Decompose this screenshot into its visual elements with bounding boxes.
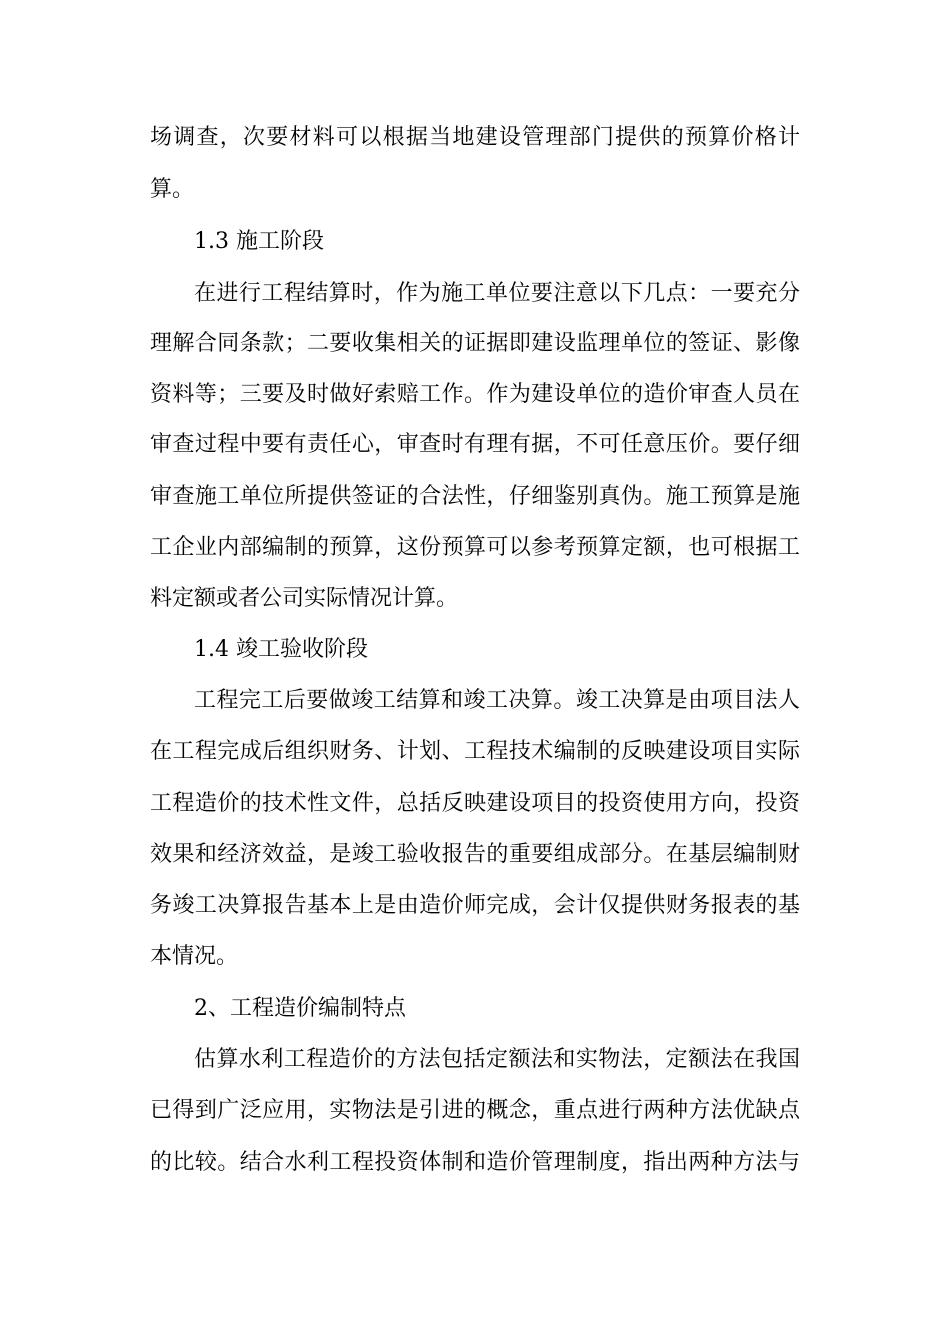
body-text-line: 算。 <box>150 177 195 202</box>
body-text-line: 务竣工决算报告基本上是由造价师完成，会计仅提供财务报表的基 <box>150 893 800 918</box>
body-text-line: 效果和经济效益，是竣工验收报告的重要组成部分。在基层编制财 <box>150 842 800 867</box>
section-heading-1-4: 1.4 竣工验收阶段 <box>194 637 368 662</box>
body-text-line: 料定额或者公司实际情况计算。 <box>150 586 459 611</box>
body-text-line: 审查过程中要有责任心，审查时有理有据，不可任意压价。要仔细 <box>150 432 800 457</box>
body-text-line: 审查施工单位所提供签证的合法性，仔细鉴别真伪。施工预算是施 <box>150 484 800 509</box>
section-heading-1-3: 1.3 施工阶段 <box>194 229 324 254</box>
body-text-line: 资料等；三要及时做好索赔工作。作为建设单位的造价审查人员在 <box>150 382 800 407</box>
body-text-line: 估算水利工程造价的方法包括定额法和实物法，定额法在我国 <box>194 1047 800 1072</box>
body-text-line: 的比较。结合水利工程投资体制和造价管理制度，指出两种方法与 <box>150 1150 800 1175</box>
body-text-line: 已得到广泛应用，实物法是引进的概念，重点进行两种方法优缺点 <box>150 1098 800 1123</box>
body-text-line: 在工程完成后组织财务、计划、工程技术编制的反映建设项目实际 <box>150 739 800 764</box>
body-text-line: 本情况。 <box>150 944 239 969</box>
body-text-line: 工企业内部编制的预算，这份预算可以参考预算定额，也可根据工 <box>150 535 800 560</box>
body-text-line: 理解合同条款；二要收集相关的证据即建设监理单位的签证、影像 <box>150 331 800 356</box>
section-heading-2: 2、工程造价编制特点 <box>194 996 406 1021</box>
body-text-line: 工程造价的技术性文件，总括反映建设项目的投资使用方向，投资 <box>150 791 800 816</box>
body-text-line: 场调查，次要材料可以根据当地建设管理部门提供的预算价格计 <box>150 125 800 150</box>
body-text-line: 在进行工程结算时，作为施工单位要注意以下几点：一要充分 <box>194 281 800 306</box>
body-text-line: 工程完工后要做竣工结算和竣工决算。竣工决算是由项目法人 <box>194 688 800 713</box>
